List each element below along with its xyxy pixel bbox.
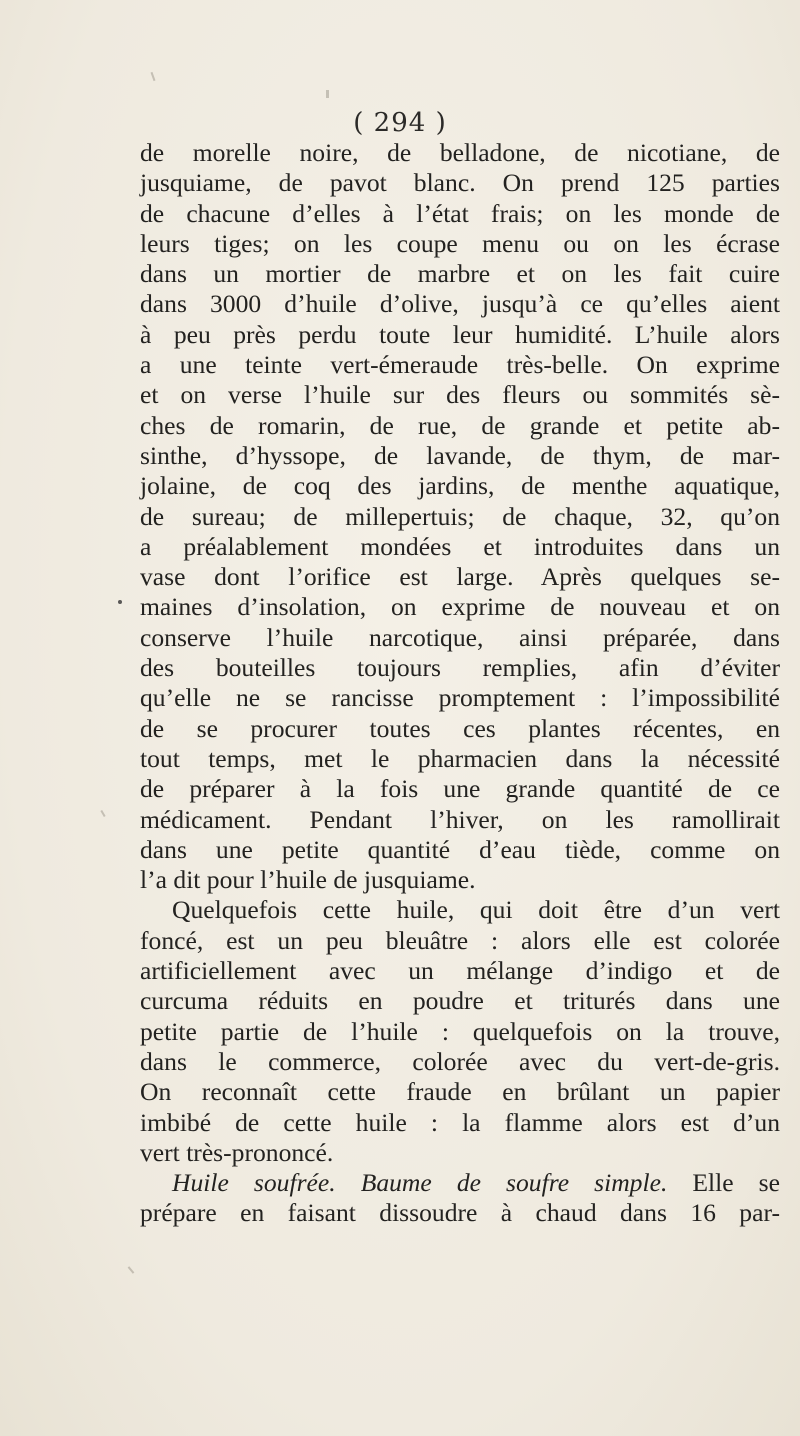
body-text xyxy=(140,138,780,1229)
text-line: des bouteilles toujours remplies, afin d’éviter xyxy=(140,653,780,683)
text-line: conserve l’huile narcotique, ainsi préparée, dans xyxy=(140,622,780,652)
text-line: dans un mortier de marbre et on les fait cuire xyxy=(140,259,780,289)
text-line: de se procurer toutes ces plantes récentes, en xyxy=(140,713,780,743)
text-line: dans le commerce, colorée avec du vert-de-gris. xyxy=(140,1046,780,1076)
text-line: maines d’insolation, on exprime de nouveau et on xyxy=(140,592,780,622)
text-line: médicament. Pendant l’hiver, on les ramollirait xyxy=(140,804,780,834)
text-line: curcuma réduits en poudre et triturés dans une xyxy=(140,986,780,1016)
text-line: imbibé de cette huile : la flamme alors est d’un xyxy=(140,1107,780,1137)
text-line: leurs tiges; on les coupe menu ou on les écrase xyxy=(140,228,780,258)
text-line: On reconnaît cette fraude en brûlant un papier xyxy=(140,1077,780,1107)
text-line: et on verse l’huile sur des fleurs ou sommités sè- xyxy=(140,380,780,410)
heading-line-text: Elle se xyxy=(667,1168,780,1198)
text-line: ches de romarin, de rue, de grande et petite ab- xyxy=(140,410,780,440)
paper-speck xyxy=(118,600,122,604)
text-line: dans une petite quantité d’eau tiède, comme on xyxy=(140,834,780,864)
text-line: de préparer à la fois une grande quantité de ce xyxy=(140,774,780,804)
text-line: tout temps, met le pharmacien dans la nécessité xyxy=(140,743,780,773)
text-line: à peu près perdu toute leur humidité. L’huile alors xyxy=(140,319,780,349)
page-number: ( 294 ) xyxy=(353,108,447,138)
text-line: foncé, est un peu bleuâtre : alors elle est colorée xyxy=(140,925,780,955)
text-line: jolaine, de coq des jardins, de menthe aquatique, xyxy=(140,471,780,501)
text-line: a préalablement mondées et introduites dans un xyxy=(140,531,780,561)
text-line: vase dont l’orifice est large. Après quelques se- xyxy=(140,562,780,592)
paper-speck xyxy=(100,810,105,817)
text-line: l’a dit pour l’huile de jusquiame. xyxy=(140,865,476,895)
text-line: petite partie de l’huile : quelquefois on la trouve, xyxy=(140,1016,780,1046)
text-line: prépare en faisant dissoudre à chaud dans 16 par- xyxy=(140,1198,780,1228)
text-line: dans 3000 d’huile d’olive, jusqu’à ce qu’elles aient xyxy=(140,289,780,319)
text-line: Quelquefois cette huile, qui doit être d’un vert xyxy=(172,895,780,925)
text-line: artificiellement avec un mélange d’indigo et de xyxy=(140,956,780,986)
paper-speck xyxy=(326,90,329,98)
text-line: de sureau; de millepertuis; de chaque, 32, qu’on xyxy=(140,501,780,531)
heading-line xyxy=(140,1168,780,1198)
text-line: jusquiame, de pavot blanc. On prend 125 parties xyxy=(140,168,780,198)
paper-speck xyxy=(128,1266,135,1273)
paper-speck xyxy=(151,72,156,81)
text-line: de chacune d’elles à l’état frais; on les monde de xyxy=(140,198,780,228)
text-line: vert très-prononcé. xyxy=(140,1137,334,1167)
section-heading: Huile soufrée. Baume de soufre simple. xyxy=(172,1168,668,1198)
text-line: sinthe, d’hyssope, de lavande, de thym, de mar- xyxy=(140,440,780,470)
text-line: qu’elle ne se rancisse promptement : l’impossibilité xyxy=(140,683,780,713)
text-line: a une teinte vert-émeraude très-belle. On exprime xyxy=(140,350,780,380)
text-line: de morelle noire, de belladone, de nicotiane, de xyxy=(140,138,780,167)
